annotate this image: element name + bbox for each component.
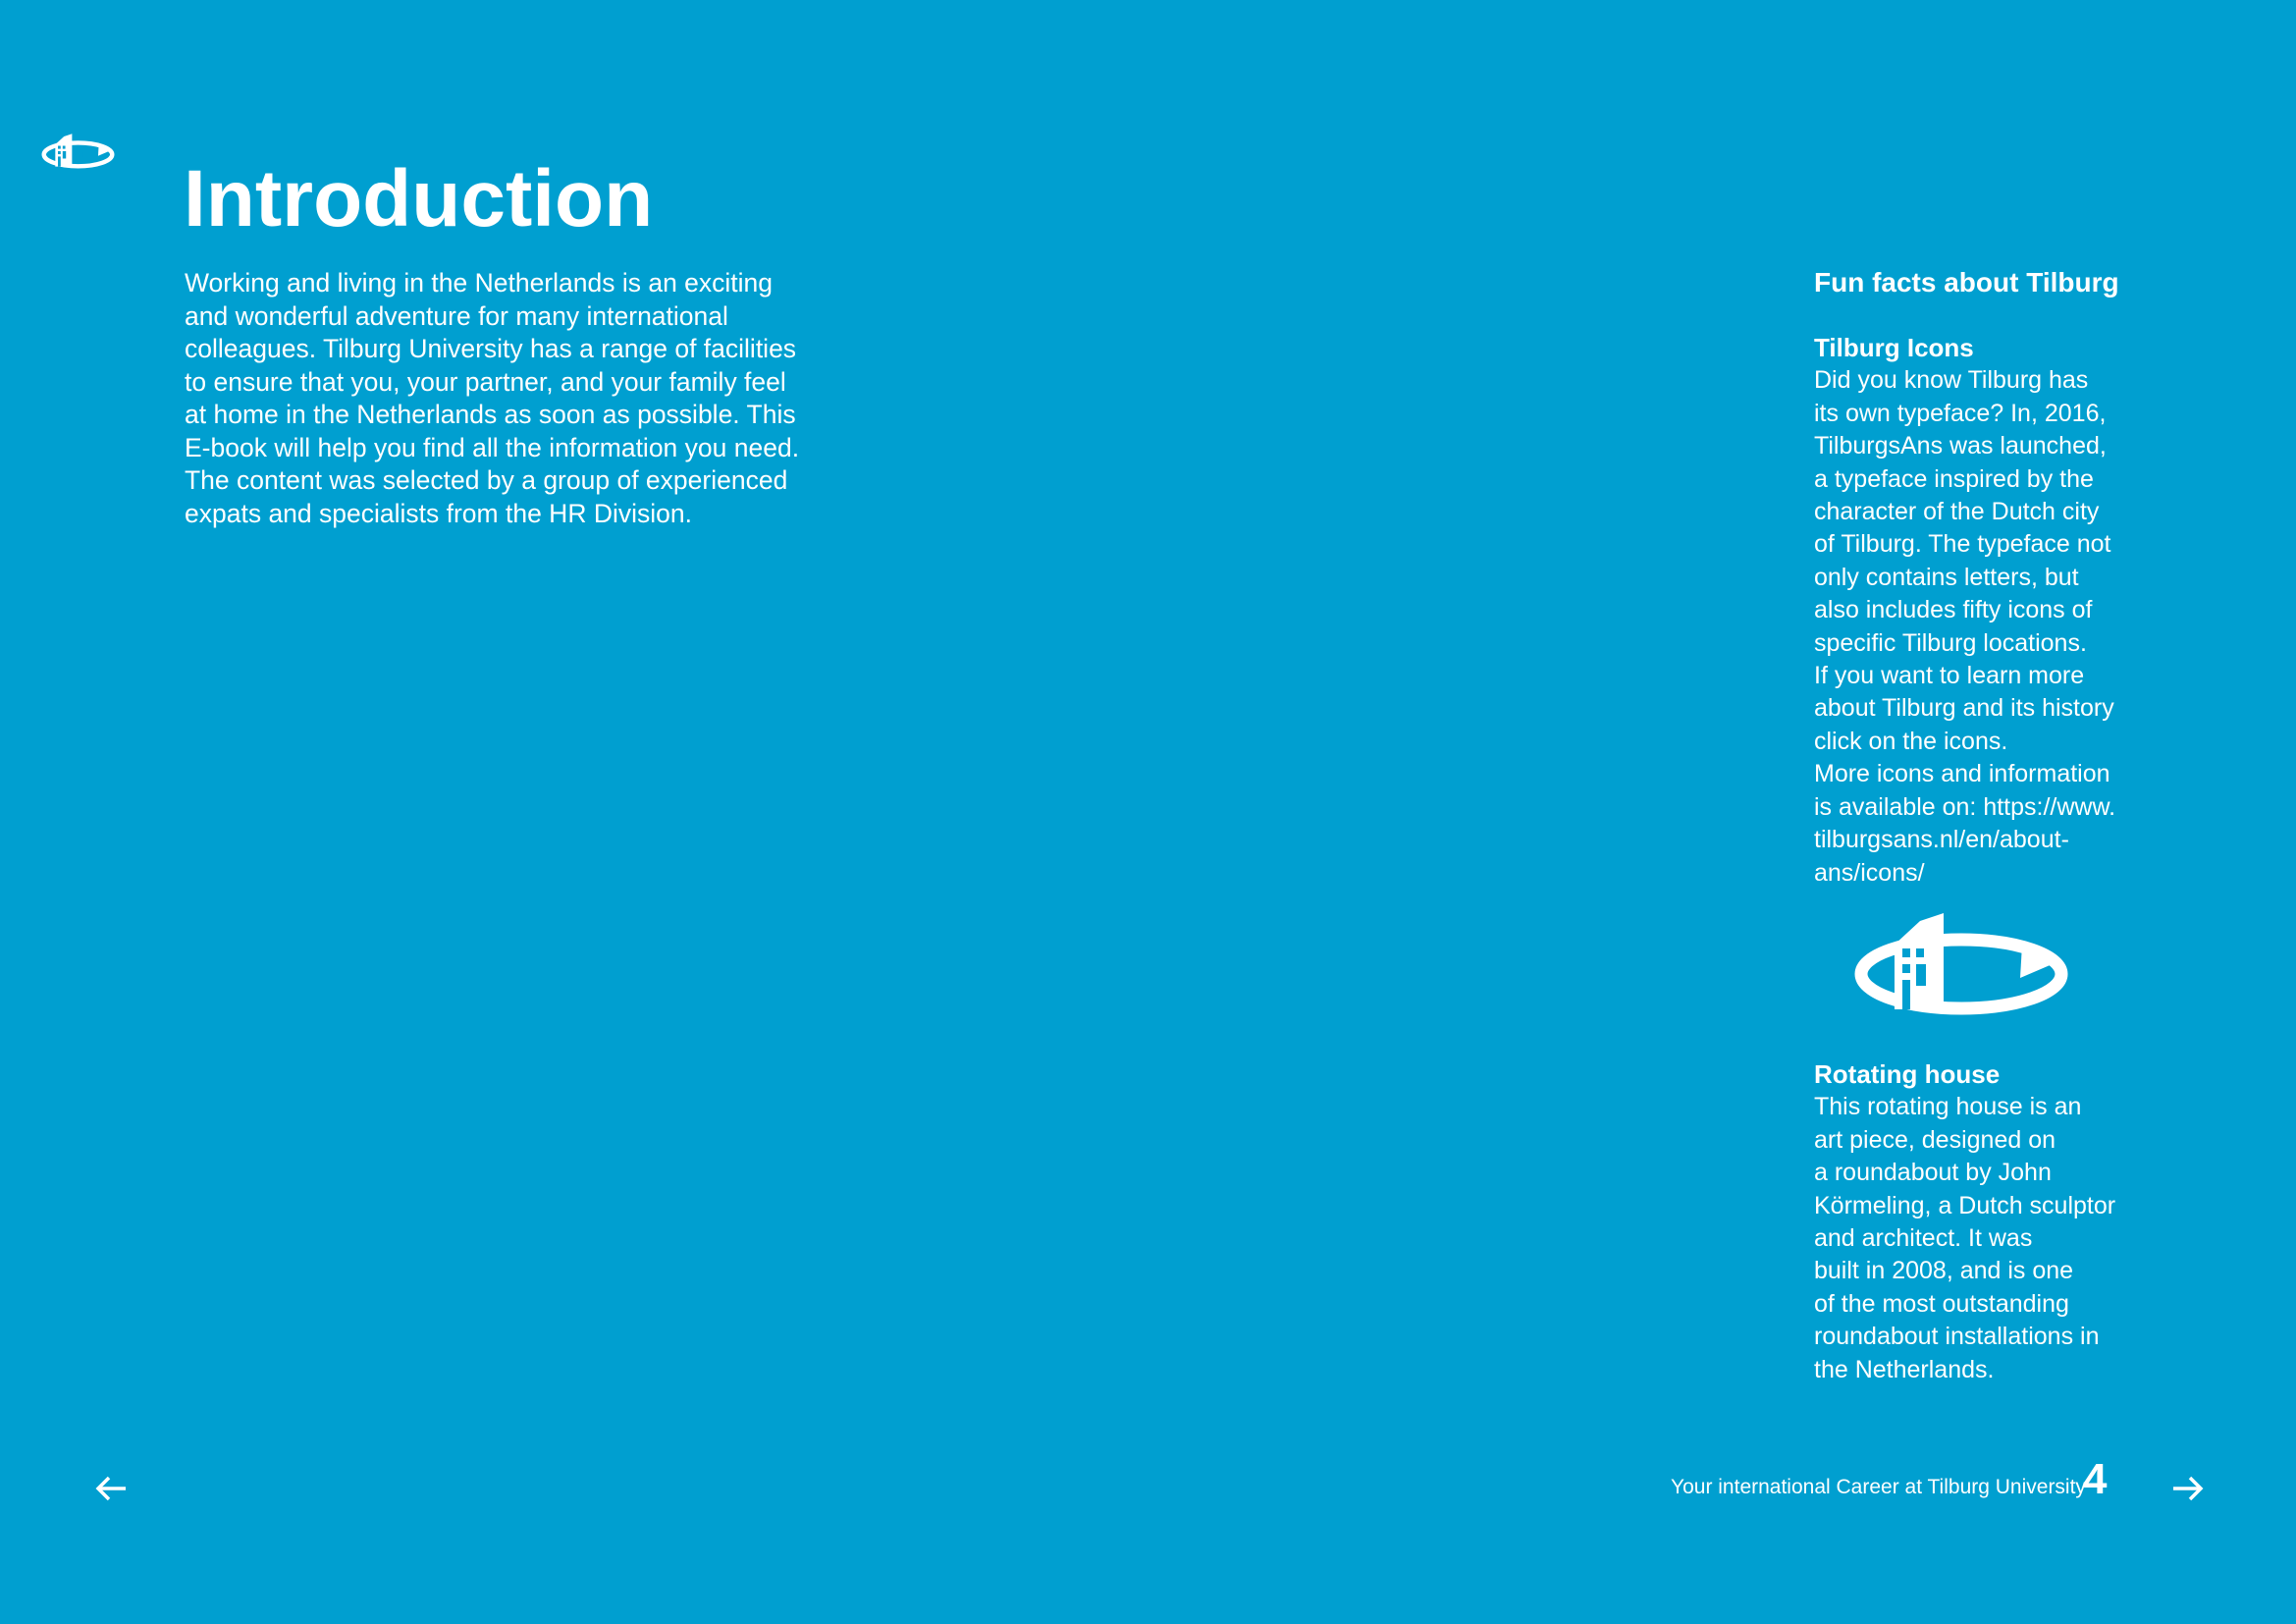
text-line: of the most outstanding — [1814, 1289, 2069, 1318]
text-line: character of the Dutch city — [1814, 498, 2100, 526]
text-line: also includes fifty icons of — [1814, 596, 2093, 624]
text-line: This rotating house is an — [1814, 1093, 2082, 1121]
text-line: and architect. It was — [1814, 1223, 2033, 1252]
intro-line: Working and living in the Netherlands is an exciting — [185, 268, 774, 298]
footer-text: Your international Career at Tilburg University — [1671, 1476, 2086, 1498]
icons-link-text[interactable]: ans/icons/ — [1814, 858, 1925, 887]
page-number: 4 — [2083, 1455, 2108, 1503]
icons-link-text[interactable]: tilburgsans.nl/en/about- — [1814, 826, 2069, 854]
sidebar-heading: Fun facts about Tilburg — [1814, 267, 2119, 298]
rotating-house-text — [1814, 1091, 2128, 1386]
text-line: click on the icons. — [1814, 727, 2008, 755]
rotating-house-icon[interactable] — [41, 133, 115, 172]
text-line: a roundabout by John — [1814, 1159, 2052, 1187]
intro-line: at home in the Netherlands as soon as possible. This — [185, 400, 796, 429]
text-line: built in 2008, and is one — [1814, 1257, 2074, 1285]
arrow-left-icon[interactable] — [94, 1473, 130, 1504]
page-title: Introduction — [184, 154, 654, 244]
intro-line: colleagues. Tilburg University has a range of facilities — [185, 334, 797, 363]
text-line: the Netherlands. — [1814, 1355, 1995, 1383]
tilburg-icons-heading: Tilburg Icons — [1814, 333, 1974, 362]
text-line: of Tilburg. The typeface not — [1814, 530, 2111, 559]
text-line: specific Tilburg locations. — [1814, 628, 2087, 657]
text-line: roundabout installations in — [1814, 1323, 2100, 1351]
intro-line: to ensure that you, your partner, and your family feel — [185, 366, 786, 397]
intro-line: E-book will help you find all the information you need. — [185, 432, 800, 462]
icons-link-text[interactable]: is available on: https://www. — [1814, 792, 2116, 821]
intro-paragraph — [185, 267, 813, 530]
text-line: If you want to learn more — [1814, 662, 2085, 690]
intro-line: and wonderful adventure for many international — [185, 300, 728, 331]
intro-line: expats and specialists from the HR Division. — [185, 498, 692, 528]
rotating-house-icon[interactable] — [1853, 913, 2069, 1021]
tilburg-icons-text — [1814, 364, 2128, 890]
fun-facts-sidebar — [1814, 263, 2128, 1386]
text-line: only contains letters, but — [1814, 563, 2079, 591]
rotating-house-heading: Rotating house — [1814, 1058, 2001, 1089]
text-line: TilburgsAns was launched, — [1814, 432, 2107, 460]
text-line: art piece, designed on — [1814, 1125, 2056, 1154]
text-line: Körmeling, a Dutch sculptor — [1814, 1191, 2116, 1219]
arrow-right-icon[interactable] — [2169, 1473, 2205, 1504]
text-line: about Tilburg and its history — [1814, 694, 2114, 723]
text-line: its own typeface? In, 2016, — [1814, 399, 2107, 427]
text-line: More icons and information — [1814, 760, 2110, 788]
intro-line: The content was selected by a group of experienced — [185, 465, 788, 495]
text-line: Did you know Tilburg has — [1814, 366, 2089, 395]
text-line: a typeface inspired by the — [1814, 464, 2094, 493]
